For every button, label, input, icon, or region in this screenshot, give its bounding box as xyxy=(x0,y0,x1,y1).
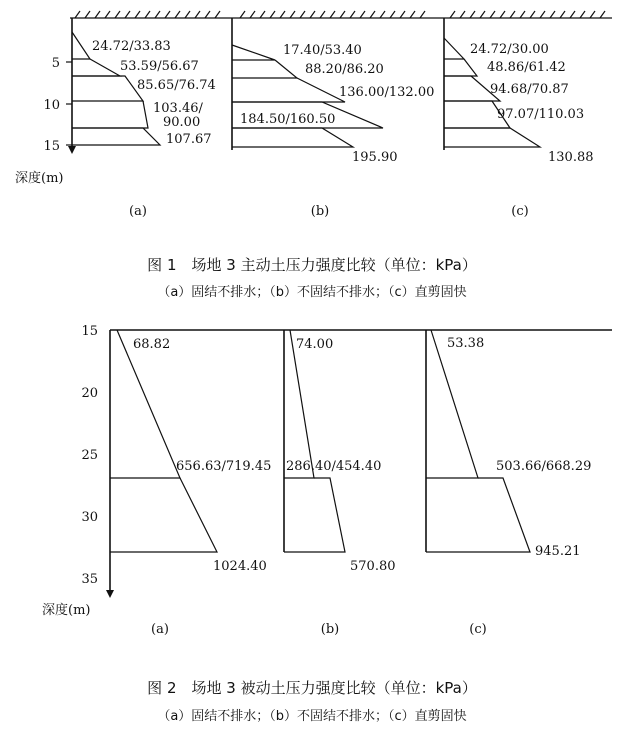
fig1c-value-3: 94.68/70.87 xyxy=(490,82,569,97)
fig1a-value-3: 85.65/76.74 xyxy=(137,78,216,93)
fig1-caption: 图 1 场地 3 主动土压力强度比较（单位：kPa） xyxy=(147,256,477,274)
fig1a-value-5: 107.67 xyxy=(166,132,212,147)
fig1a-layer-5 xyxy=(72,128,160,145)
fig1b-value-2: 88.20/86.20 xyxy=(305,62,384,77)
fig2a-value-2: 656.63/719.45 xyxy=(176,459,272,474)
fig2-tick-label-25: 25 xyxy=(81,448,98,463)
fig2a-layer-2 xyxy=(110,478,217,552)
fig1-tick-label-15: 15 xyxy=(43,139,60,154)
fig2b-layer-2 xyxy=(284,478,345,552)
fig2-tick-label-15: 15 xyxy=(81,324,98,339)
fig1a-value-1: 24.72/33.83 xyxy=(92,39,171,54)
fig1b-value-1: 17.40/53.40 xyxy=(283,43,362,58)
fig2a-value-1: 68.82 xyxy=(133,337,171,352)
fig1b-layer-2 xyxy=(232,60,297,78)
fig1c-tag: (c) xyxy=(511,204,529,219)
figure2 xyxy=(42,324,612,724)
fig1a-layer-3 xyxy=(72,76,143,101)
fig2-panel-a xyxy=(110,330,271,637)
fig1-panel-c xyxy=(444,18,594,219)
fig1b-value-4: 184.50/160.50 xyxy=(240,112,336,127)
fig1a-value-4b: 90.00 xyxy=(163,115,201,130)
fig1-ground-hatch xyxy=(75,11,605,18)
fig2c-layer-1 xyxy=(426,330,478,478)
fig2b-value-3: 570.80 xyxy=(350,559,396,574)
fig2c-value-1: 53.38 xyxy=(447,336,485,351)
fig2-tick-label-30: 30 xyxy=(81,510,98,525)
fig2b-tag: (b) xyxy=(320,622,340,637)
fig2-panel-c xyxy=(426,330,591,637)
fig1a-value-2: 53.59/56.67 xyxy=(120,59,199,74)
fig2a-layer-1 xyxy=(110,330,180,478)
fig1b-value-5: 195.90 xyxy=(352,150,398,165)
fig1c-value-5: 130.88 xyxy=(548,150,594,165)
fig2b-value-1: 74.00 xyxy=(296,337,334,352)
fig1b-tag: (b) xyxy=(310,204,330,219)
fig2-tick-label-20: 20 xyxy=(81,386,98,401)
fig1-tick-label-5: 5 xyxy=(51,56,60,71)
fig2-tick-label-35: 35 xyxy=(81,572,98,587)
fig2-depth-axis-label: 深度(m) xyxy=(42,603,91,618)
fig1c-layer-2 xyxy=(444,59,477,76)
fig2c-tag: (c) xyxy=(469,622,487,637)
fig1c-value-2: 48.86/61.42 xyxy=(487,60,566,75)
fig1b-layer-5 xyxy=(232,128,353,147)
fig2b-layer-1 xyxy=(284,330,314,478)
fig2c-value-3: 945.21 xyxy=(535,544,581,559)
fig2-caption: 图 2 场地 3 被动土压力强度比较（单位：kPa） xyxy=(147,679,477,697)
fig2-panel-b xyxy=(284,330,396,637)
fig1-panel-b xyxy=(232,18,434,219)
fig1-depth-axis-arrow xyxy=(68,146,76,154)
fig1c-value-1: 24.72/30.00 xyxy=(470,42,549,57)
fig2-depth-axis-arrow xyxy=(106,590,114,598)
fig2b-value-2: 286.40/454.40 xyxy=(286,459,382,474)
figure1 xyxy=(15,11,612,300)
fig2c-value-2: 503.66/668.29 xyxy=(496,459,592,474)
fig1a-layer-4 xyxy=(72,101,148,128)
fig1a-value-4a: 103.46/ xyxy=(153,101,203,116)
fig2-subcaption: （a）固结不排水；（b）不固结不排水；（c）直剪固快 xyxy=(157,709,467,724)
fig2a-value-3: 1024.40 xyxy=(213,559,267,574)
fig1b-layer-1 xyxy=(232,45,275,60)
fig1b-layer-3 xyxy=(232,78,345,102)
fig1a-layer-1 xyxy=(72,32,90,59)
fig1a-layer-2 xyxy=(72,59,120,76)
fig1b-value-3: 136.00/132.00 xyxy=(339,85,435,100)
fig1-panel-a xyxy=(72,32,216,219)
fig1c-layer-1 xyxy=(444,38,464,59)
fig1c-layer-5 xyxy=(444,128,540,147)
fig1-depth-axis-label: 深度(m) xyxy=(15,171,64,186)
fig2c-layer-2 xyxy=(426,478,530,552)
fig1c-value-4: 97.07/110.03 xyxy=(497,107,585,122)
fig2a-tag: (a) xyxy=(151,622,169,637)
fig1-tick-label-10: 10 xyxy=(43,98,60,113)
fig1-subcaption: （a）固结不排水；（b）不固结不排水；（c）直剪固快 xyxy=(157,285,467,300)
fig1a-tag: (a) xyxy=(129,204,147,219)
